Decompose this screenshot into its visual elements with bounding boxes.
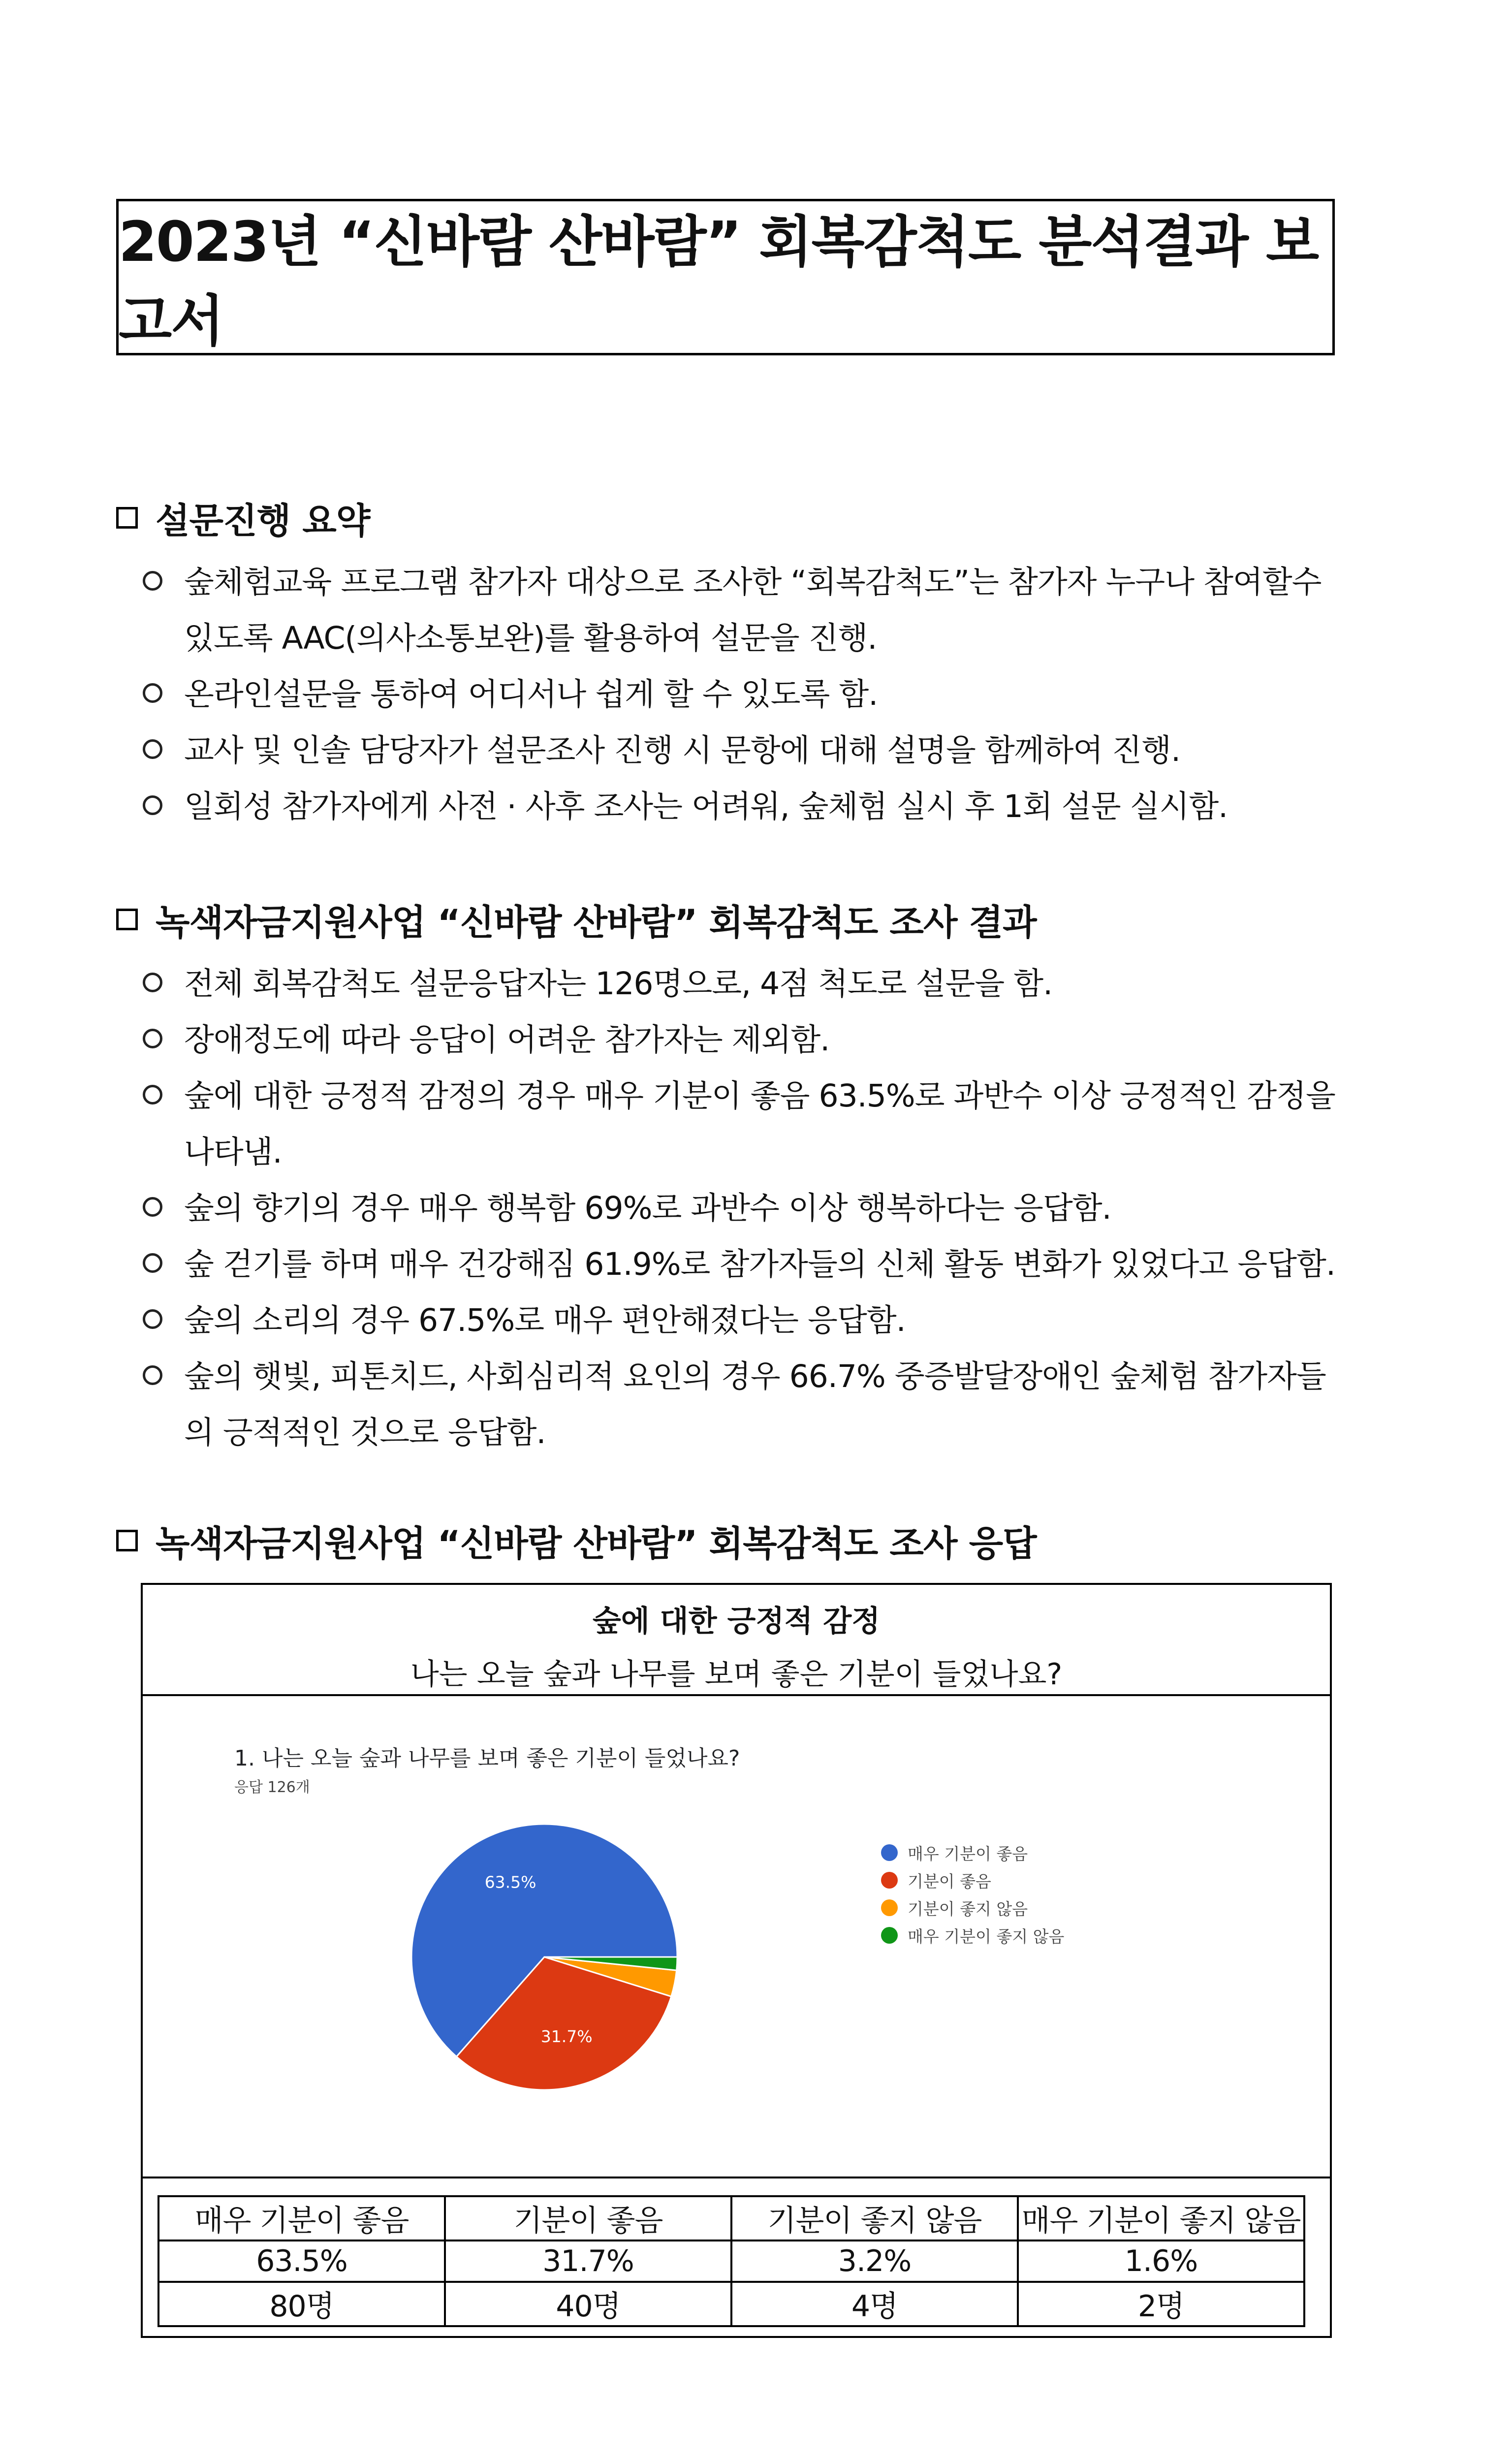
list-item: 장애정도에 따라 응답이 어려운 참가자는 제외함. [143,1012,1347,1068]
circle-bullet-icon [143,1253,162,1273]
circle-bullet-icon [143,795,162,815]
table-cell: 80명 [158,2282,445,2326]
circle-bullet-icon [143,571,162,591]
table-header-cell: 기분이 좋지 않음 [731,2196,1018,2240]
report-title: 2023년 “신바람 산바람” 회복감척도 분석결과 보고서 [119,210,1319,353]
table-header-cell: 매우 기분이 좋지 않음 [1018,2196,1304,2240]
legend-label: 기분이 좋음 [908,1871,991,1891]
table-cell: 3.2% [731,2240,1018,2282]
table-cell: 31.7% [445,2240,731,2282]
table-row-count [158,2282,1304,2326]
legend-item [881,1839,1064,1866]
pie-chart [407,1819,682,2095]
section-heading [116,492,1347,543]
circle-bullet-icon [143,739,162,759]
section-survey-response [116,1515,1347,1566]
table-cell: 1.6% [1018,2240,1304,2282]
square-bullet-icon [116,909,138,930]
legend-dot-icon [881,1899,898,1916]
summary-list [116,554,1347,835]
list-item: 교사 및 인솔 담당자가 설문조사 진행 시 문항에 대해 설명을 함께하여 진행. [143,723,1347,779]
section-survey-results [116,894,1347,1461]
list-item: 숲체험교육 프로그램 참가자 대상으로 조사한 “회복감척도”는 참가자 누구나 참여할수 있도록 AAC(의사소통보완)를 활용하여 설문을 진행. [143,554,1347,666]
circle-bullet-icon [143,683,162,703]
list-item: 온라인설문을 통하여 어디서나 쉽게 할 수 있도록 함. [143,666,1347,723]
section-survey-summary [116,492,1347,835]
chart-question: 1. 나는 오늘 숲과 나무를 보며 좋은 기분이 들었나요? [234,1746,740,1771]
table-header-cell: 매우 기분이 좋음 [158,2196,445,2240]
circle-bullet-icon [143,1029,162,1048]
chart-area [143,1696,1330,2178]
table-cell: 40명 [445,2282,731,2326]
chart-legend [881,1839,1064,1949]
list-item: 숲의 소리의 경우 67.5%로 매우 편안해졌다는 응답함. [143,1293,1347,1349]
result-table-wrap [158,2195,1305,2327]
result-table [158,2195,1305,2327]
list-item: 숲의 햇빛, 피톤치드, 사회심리적 요인의 경우 66.7% 중증발달장애인 숲체험 참가자들의 긍적적인 것으로 응답함. [143,1349,1347,1461]
table-cell: 4명 [731,2282,1018,2326]
section-heading [116,1515,1347,1566]
legend-dot-icon [881,1872,898,1889]
survey-frame [141,1583,1332,2338]
list-item: 숲의 향기의 경우 매우 행복함 69%로 과반수 이상 행복하다는 응답함. [143,1180,1347,1236]
table-header-cell: 기분이 좋음 [445,2196,731,2240]
legend-item [881,1894,1064,1922]
square-bullet-icon [116,1530,138,1551]
legend-label: 기분이 좋지 않음 [908,1899,1028,1919]
legend-label: 매우 기분이 좋음 [908,1844,1028,1863]
legend-dot-icon [881,1844,898,1861]
legend-label: 매우 기분이 좋지 않음 [908,1926,1065,1946]
circle-bullet-icon [143,1309,162,1329]
section-heading-text: 녹색자금지원사업 “신바람 산바람” 회복감척도 조사 결과 [156,902,1037,943]
results-list [116,956,1347,1461]
survey-question: 나는 오늘 숲과 나무를 보며 좋은 기분이 들었나요? [410,1657,1063,1692]
circle-bullet-icon [143,973,162,992]
table-cell: 63.5% [158,2240,445,2282]
list-item: 숲에 대한 긍정적 감정의 경우 매우 기분이 좋음 63.5%로 과반수 이상 긍정적인 감정을 나타냄. [143,1068,1347,1180]
slice-label: 31.7% [540,2027,593,2047]
legend-item [881,1866,1064,1894]
list-item: 일회성 참가자에게 사전 · 사후 조사는 어려워, 숲체험 실시 후 1회 설문 실시함. [143,779,1347,835]
table-row-headers [158,2196,1304,2240]
response-count: 응답 126개 [234,1779,310,1796]
table-row-percent [158,2240,1304,2282]
survey-topic: 숲에 대한 긍정적 감정 [592,1604,881,1639]
list-item: 전체 회복감척도 설문응답자는 126명으로, 4점 척도로 설문을 함. [143,956,1347,1012]
list-item: 숲 걷기를 하며 매우 건강해짐 61.9%로 참가자들의 신체 활동 변화가 있었다고 응답함. [143,1236,1347,1293]
circle-bullet-icon [143,1365,162,1385]
slice-label: 63.5% [484,1872,536,1892]
title-box [116,199,1335,355]
legend-dot-icon [881,1927,898,1944]
square-bullet-icon [116,507,138,529]
legend-item [881,1922,1064,1949]
circle-bullet-icon [143,1197,162,1217]
survey-header [143,1585,1330,1696]
section-heading-text: 설문진행 요약 [156,500,370,541]
section-heading [116,894,1347,945]
circle-bullet-icon [143,1085,162,1104]
section-heading-text: 녹색자금지원사업 “신바람 산바람” 회복감척도 조사 응답 [156,1523,1037,1564]
table-cell: 2명 [1018,2282,1304,2326]
